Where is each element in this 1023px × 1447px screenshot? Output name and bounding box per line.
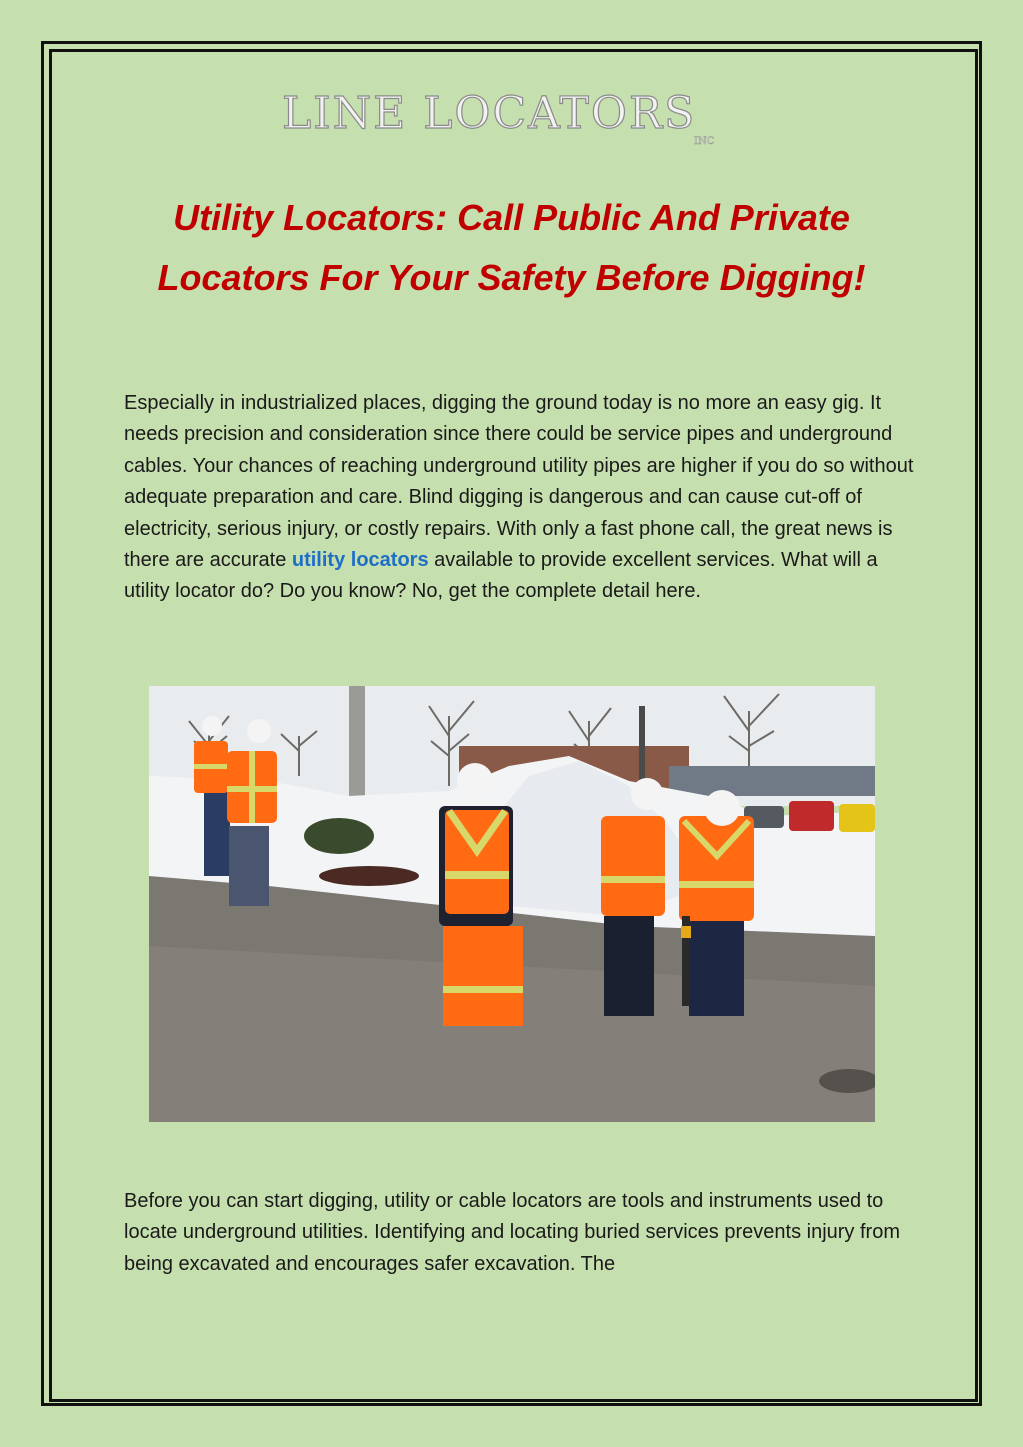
- company-logo: [282, 88, 742, 150]
- intro-text-after-link: available to provide excellent services. What will a utility locator do? Do you know? No, get the complete detail here.: [124, 549, 878, 603]
- logo-sub: INC: [694, 136, 715, 147]
- title-line-2: Locators For Your Safety Before Digging!: [157, 257, 866, 298]
- intro-paragraph: [124, 388, 914, 608]
- utility-locators-link[interactable]: utility locators: [291, 549, 429, 572]
- utility-locator-workers-photo: [149, 686, 875, 1122]
- second-paragraph: Before you can start digging, utility or cable locators are tools and instruments used to locate underground utilities. Identifying and locating buried services prevents injury from being excavated and encourages safer excavation. The: [124, 1190, 900, 1275]
- page-title: [90, 188, 933, 308]
- logo-text: LINE LOCATORS: [282, 88, 697, 139]
- intro-text-before-link: Especially in industrialized places, digging the ground today is no more an easy gig. It needs precision and consideration since there could be service pipes and underground cables. Your chances of reaching underground utility pipes are higher if you do so without adequate preparation and care. Blind digging is dangerous and can cause cut-off of electricity, serious injury, or costly repairs. With only a fast phone call, the great news is there are accurate: [124, 392, 914, 572]
- title-line-1: Utility Locators: Call Public And Private: [173, 197, 850, 238]
